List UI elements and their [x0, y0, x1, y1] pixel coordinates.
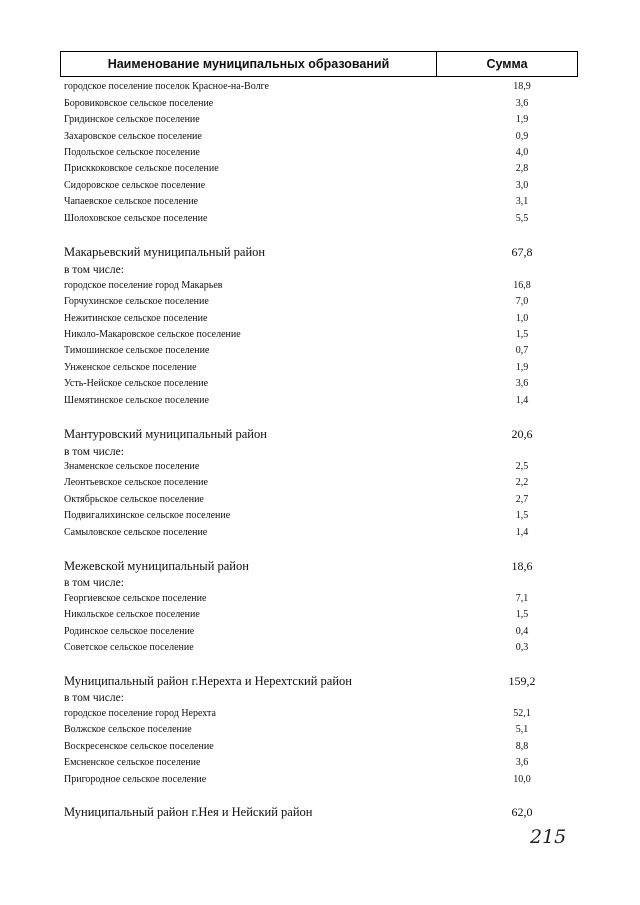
row-name: Гридинское сельское поселение — [64, 114, 200, 125]
row-value: 7,0 — [515, 296, 529, 307]
table-header — [60, 51, 578, 77]
column-header-name: Наименование муниципальных образований — [61, 52, 437, 76]
row-name: городское поселение город Нерехта — [64, 708, 216, 719]
row-value: 0,9 — [515, 131, 529, 142]
row-name: Октябрьское сельское поселение — [64, 494, 204, 505]
row-name: в том числе: — [64, 446, 124, 458]
row-value: 18,6 — [511, 559, 533, 573]
row-value: 1,0 — [515, 313, 529, 324]
column-header-sum: Сумма — [486, 57, 528, 71]
row-value: 4,0 — [515, 147, 529, 158]
row-name: Усть-Нейское сельское поселение — [64, 378, 209, 389]
row-value: 2,8 — [515, 163, 529, 174]
row-name: городское поселение город Макарьев — [64, 280, 223, 291]
row-value: 52,1 — [513, 708, 531, 719]
row-name: Самыловское сельское поселение — [64, 527, 208, 538]
row-name: Георгиевское сельское поселение — [64, 593, 207, 604]
row-name: в том числе: — [64, 577, 124, 589]
row-name: Сидоровское сельское поселение — [64, 180, 206, 191]
row-name: Воскресенское сельское поселение — [64, 741, 214, 752]
row-value: 5,1 — [515, 724, 529, 735]
row-value: 10,0 — [513, 774, 531, 785]
row-name: Чапаевское сельское поселение — [64, 196, 199, 207]
row-name: Унженское сельское поселение — [64, 362, 197, 373]
row-name: Шемятинское сельское поселение — [64, 395, 209, 406]
row-value: 1,5 — [515, 329, 529, 340]
row-value: 0,7 — [515, 345, 529, 356]
row-value: 5,5 — [515, 213, 529, 224]
row-name: Подольское сельское поселение — [64, 147, 200, 158]
row-name: Родинское сельское поселение — [64, 626, 195, 637]
row-name: городское поселение поселок Красное-на-Волге — [64, 81, 269, 92]
row-name: Муниципальный район г.Нерехта и Нерехтский район — [64, 674, 352, 688]
row-value: 159,2 — [508, 674, 536, 688]
row-value: 2,7 — [515, 494, 529, 505]
row-value: 67,8 — [511, 245, 533, 259]
row-value: 18,9 — [513, 81, 531, 92]
row-value: 1,4 — [515, 527, 529, 538]
row-name: Знаменское сельское поселение — [64, 461, 200, 472]
row-value: 3,0 — [515, 180, 529, 191]
row-name: Нежитинское сельское поселение — [64, 313, 208, 324]
row-name: Тимошинское сельское поселение — [64, 345, 210, 356]
row-value: 3,6 — [515, 98, 529, 109]
row-name: Емсненское сельское поселение — [64, 757, 201, 768]
row-value: 2,2 — [515, 477, 529, 488]
row-value: 3,1 — [515, 196, 529, 207]
row-name: Макарьевский муниципальный район — [64, 245, 266, 259]
row-value: 16,8 — [513, 280, 531, 291]
row-value: 7,1 — [515, 593, 529, 604]
row-value: 1,4 — [515, 395, 529, 406]
row-name: Леонтьевское сельское поселение — [64, 477, 208, 488]
row-name: Межевской муниципальный район — [64, 559, 249, 573]
row-name: Пригородное сельское поселение — [64, 774, 207, 785]
row-value: 1,5 — [515, 510, 529, 521]
row-name: Присккоковское сельское поселение — [64, 163, 219, 174]
row-name: Николо-Макаровское сельское поселение — [64, 329, 241, 340]
row-name: Муниципальный район г.Нея и Нейский район — [64, 805, 313, 819]
row-value: 3,6 — [515, 378, 529, 389]
row-name: Подвигалихинское сельское поселение — [64, 510, 231, 521]
row-value: 3,6 — [515, 757, 529, 768]
row-name: Никольское сельское поселение — [64, 609, 200, 620]
row-name: Волжское сельское поселение — [64, 724, 192, 735]
row-name: Шолоховское сельское поселение — [64, 213, 208, 224]
row-name: Захаровское сельское поселение — [64, 131, 202, 142]
row-value: 62,0 — [511, 805, 533, 819]
row-name: в том числе: — [64, 264, 124, 276]
row-value: 2,5 — [515, 461, 529, 472]
row-value: 8,8 — [515, 741, 529, 752]
row-value: 1,5 — [515, 609, 529, 620]
page-number: 215 — [530, 826, 567, 848]
row-value: 1,9 — [515, 362, 529, 373]
row-name: Мантуровский муниципальный район — [64, 427, 267, 441]
row-value: 20,6 — [511, 427, 533, 441]
row-name: Горчухинское сельское поселение — [64, 296, 209, 307]
row-name: Советское сельское поселение — [64, 642, 194, 653]
row-name: в том числе: — [64, 692, 124, 704]
row-name: Боровиковское сельское поселение — [64, 98, 214, 109]
row-value: 1,9 — [515, 114, 529, 125]
row-value: 0,3 — [515, 642, 529, 653]
row-value: 0,4 — [515, 626, 529, 637]
